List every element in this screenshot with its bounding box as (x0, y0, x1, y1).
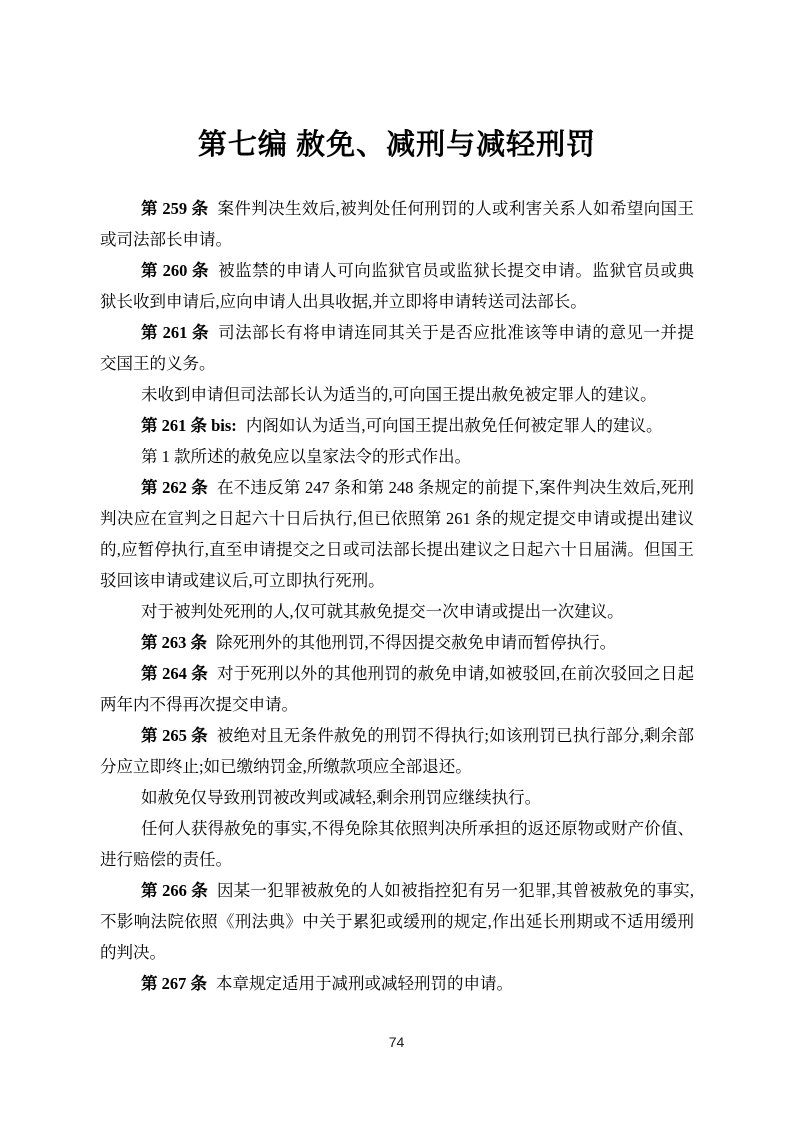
article-paragraph (100, 410, 694, 441)
article-text: 如赦免仅导致刑罚被改判或减轻,剩余刑罚应继续执行。 (141, 788, 542, 807)
page-title: 第七编 赦免、减刑与减轻刑罚 (197, 129, 597, 161)
article-paragraph (100, 813, 694, 875)
document-body (100, 193, 694, 999)
article-number: 第 261 条 (141, 323, 210, 342)
article-paragraph (100, 596, 694, 627)
article-text: 第 1 款所述的赦免应以皇家法令的形式作出。 (141, 447, 471, 466)
article-number: 第 260 条 (141, 261, 210, 280)
article-paragraph (100, 472, 694, 596)
article-paragraph (100, 782, 694, 813)
article-paragraph (100, 441, 694, 472)
article-number: 第 265 条 (141, 726, 208, 745)
article-number: 第 266 条 (141, 881, 208, 900)
article-number: 第 267 条 (141, 974, 207, 993)
article-paragraph (100, 379, 694, 410)
article-text: 司法部长有将申请连同其关于是否应批准该等申请的意见一并提交国王的义务。 (100, 323, 695, 373)
article-text: 被监禁的申请人可向监狱官员或监狱长提交申请。监狱官员或典狱长收到申请后,应向申请人出具收据,并立即将申请转送司法部长。 (100, 261, 695, 311)
article-paragraph (100, 968, 694, 999)
article-text: 对于被判处死刑的人,仅可就其赦免提交一次申请或提出一次建议。 (141, 602, 624, 621)
article-text: 本章规定适用于减刑或减轻刑罚的申请。 (216, 974, 513, 993)
article-paragraph (100, 255, 694, 317)
article-text: 因某一犯罪被赦免的人如被指控犯有另一犯罪,其曾被赦免的事实,不影响法院依照《刑法典》中关于累犯或缓刑的规定,作出延长刑期或不适用缓刑的判决。 (100, 881, 695, 962)
article-paragraph (100, 627, 694, 658)
article-paragraph (100, 193, 694, 255)
article-text: 任何人获得赦免的事实,不得免除其依照判决所承担的返还原物或财产价值、进行赔偿的责任。 (100, 819, 694, 869)
article-text: 对于死刑以外的其他刑罚的赦免申请,如被驳回,在前次驳回之日起两年内不得再次提交申请。 (100, 664, 695, 714)
article-text: 未收到申请但司法部长认为适当的,可向国王提出赦免被定罪人的建议。 (141, 385, 657, 404)
article-paragraph (100, 658, 694, 720)
article-number: 第 264 条 (141, 664, 208, 683)
article-number: 第 259 条 (141, 199, 209, 218)
page-number: 74 (388, 1034, 405, 1050)
article-number: 第 261 条 bis: (141, 416, 237, 435)
article-text: 被绝对且无条件赦免的刑罚不得执行;如该刑罚已执行部分,剩余部分应立即终止;如已缴纳罚金,所缴款项应全部退还。 (100, 726, 694, 776)
article-text: 案件判决生效后,被判处任何刑罚的人或利害关系人如希望向国王或司法部长申请。 (100, 199, 694, 249)
article-paragraph (100, 875, 694, 968)
article-text: 内阁如认为适当,可向国王提出赦免任何被定罪人的建议。 (245, 416, 663, 435)
article-number: 第 262 条 (141, 478, 208, 497)
article-text: 除死刑外的其他刑罚,不得因提交赦免申请而暂停执行。 (216, 633, 617, 652)
article-number: 第 263 条 (141, 633, 207, 652)
article-paragraph (100, 317, 694, 379)
article-paragraph (100, 720, 694, 782)
article-text: 在不违反第 247 条和第 248 条规定的前提下,案件判决生效后,死刑判决应在宣判之日起六十日后执行,但已依照第 261 条的规定提交申请或提出建议的,应暂停执行,直至申请提交之日或司法部长提出建议之日起六十日届满。但国王驳回该申请或建议后,可立即执行死刑。 (100, 478, 695, 590)
